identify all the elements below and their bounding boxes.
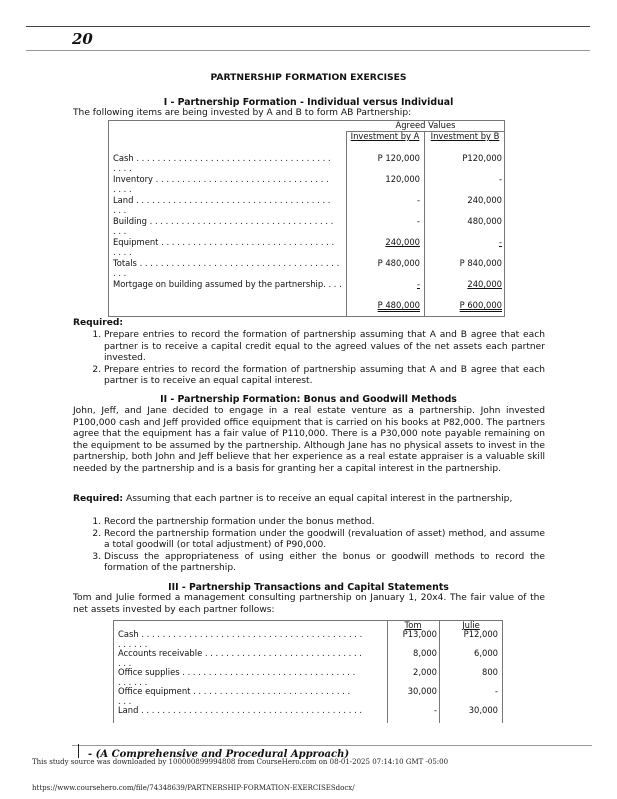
ar-julie: 6,000 [474, 648, 498, 658]
row-cash: Cash . . . . . . . . . . . . . . . . . . . . . . . . . . . . . . . . . . . . . . . . . . . . . . . . [118, 629, 363, 650]
section-1-required-list [80, 330, 545, 388]
footer-rule [72, 745, 592, 746]
equipment-tom: 30,000 [407, 686, 437, 696]
totals-b: P 840,000 [459, 258, 502, 268]
net-a: P 480,000 [377, 300, 420, 310]
equipment-b: - [498, 237, 502, 247]
row-equipment: Equipment . . . . . . . . . . . . . . . . . . . . . . . . . . . . . . . . . . . . . [113, 237, 335, 258]
row-building: Building . . . . . . . . . . . . . . . . . . . . . . . . . . . . . . . . . . . . . . [113, 216, 334, 237]
net-b: P 600,000 [459, 300, 502, 310]
land-b: 240,000 [467, 195, 502, 205]
agreed-values-header: Agreed Values [395, 120, 456, 130]
row-office-equipment: Office equipment . . . . . . . . . . . . . . . . . . . . . . . . . . . . . . . . . [118, 686, 351, 707]
cash-julie: P12,000 [463, 629, 498, 639]
inventory-b: - [498, 174, 502, 184]
row-office-supplies: Office supplies . . . . . . . . . . . . . . . . . . . . . . . . . . . . . . . . . . . . . . . [118, 667, 356, 688]
section-3-table [113, 620, 503, 723]
equipment-a: 240,000 [385, 237, 420, 247]
required-item-3: 3. Discuss the appropriateness of using either the bonus or goodwill methods to record the formation of the partnership. [104, 552, 545, 575]
row-inventory: Inventory . . . . . . . . . . . . . . . . . . . . . . . . . . . . . . . . . . . . . [113, 174, 329, 195]
mortgage-b: 240,000 [467, 279, 502, 289]
inventory-a: 120,000 [385, 174, 420, 184]
section-1-intro: The following items are being invested by A and B to form AB Partnership: [73, 108, 412, 118]
section-3-heading: III - Partnership Transactions and Capital Statements [168, 582, 449, 593]
section-2-required-list [80, 517, 545, 575]
cash-b: P120,000 [462, 153, 502, 163]
row-land: Land . . . . . . . . . . . . . . . . . . . . . . . . . . . . . . . . . . . . . . . . . . [118, 705, 363, 715]
top-rule [26, 26, 590, 27]
section-3-intro: Tom and Julie formed a management consulting partnership on January 1, 20x4. The fair value of the net assets invested by each partner follows: [73, 593, 545, 615]
col-julie: Julie [462, 620, 480, 630]
row-cash: Cash . . . . . . . . . . . . . . . . . . . . . . . . . . . . . . . . . . . . . . . . . [113, 153, 331, 174]
row-accounts-receivable: Accounts receivable . . . . . . . . . . . . . . . . . . . . . . . . . . . . . . . . . [118, 648, 362, 669]
supplies-tom: 2,000 [413, 667, 437, 677]
footer-url: https://www.coursehero.com/file/74348639/PARTNERSHIP-FORMATION-EXERCISESdocx/ [32, 784, 355, 792]
land-julie: 30,000 [468, 705, 498, 715]
required-item-1: 1. Prepare entries to record the formation of partnership assuming that A and B agree that each partner is to receive a capital credit equal to the agreed values of the net assets each partner invested. [104, 330, 545, 365]
required-item-1: 1. Record the partnership formation under the bonus method. [104, 517, 545, 529]
ar-tom: 8,000 [413, 648, 437, 658]
footer-book-title: - (A Comprehensive and Procedural Approach) [88, 749, 350, 760]
supplies-julie: 800 [482, 667, 498, 677]
mortgage-a: - [416, 279, 420, 289]
equipment-julie: - [494, 686, 498, 696]
section-1-heading: I - Partnership Formation - Individual versus Individual [163, 97, 454, 108]
required-item-2: 2. Record the partnership formation under the goodwill (revaluation of asset) method, and assume a total goodwill (or total adjustment) of P90,000. [104, 529, 545, 552]
row-mortgage: Mortgage on building assumed by the partnership. . . . [113, 279, 342, 289]
row-totals: Totals . . . . . . . . . . . . . . . . . . . . . . . . . . . . . . . . . . . . . . . . . [113, 258, 340, 279]
section-1-required-label: Required: [73, 318, 124, 328]
row-land: Land . . . . . . . . . . . . . . . . . . . . . . . . . . . . . . . . . . . . . . . . [113, 195, 331, 216]
col-investment-b: Investment by B [430, 131, 500, 141]
header-rule [26, 50, 590, 51]
section-2-body: John, Jeff, and Jane decided to engage in a real estate venture as a partnership. John invested P100,000 cash and Jeff provided office equipment that is carried on his books at P82,000. The partners agree that the equipment has a fair value of P110,000. There is a P30,000 note payable remaining on the equipment to be assumed by the partnership. Although Jane has no physical assets to invest in the partnership, both John and Jeff believe that her experience as a real estate appraiser is a valuable skill needed by the partnership and is a basis for granting her a capital interest in the partnership. [73, 406, 545, 474]
section-2-required-label: Required: [73, 494, 124, 504]
col-investment-a: Investment by A [350, 131, 420, 141]
section-2-heading: II - Partnership Formation: Bonus and Goodwill Methods [160, 394, 457, 405]
footer-bar [78, 744, 79, 758]
cash-a: P 120,000 [377, 153, 420, 163]
document-title: PARTNERSHIP FORMATION EXERCISES [210, 72, 407, 83]
required-item-2: 2. Prepare entries to record the formation of partnership assuming that A and B agree that each partner is to receive an equal capital interest. [104, 365, 545, 388]
building-b: 480,000 [467, 216, 502, 226]
land-tom: - [433, 705, 437, 715]
col-tom: Tom [404, 620, 422, 630]
section-2-required-text: Assuming that each partner is to receive an equal capital interest in the partnership, [123, 494, 513, 504]
page-number: 20 [72, 30, 93, 48]
building-a: - [416, 216, 420, 226]
totals-a: P 480,000 [377, 258, 420, 268]
cash-tom: P13,000 [402, 629, 437, 639]
land-a: - [416, 195, 420, 205]
section-2-required [73, 494, 545, 506]
footer-download-notice: This study source was downloaded by 100000899994808 from CourseHero.com on 08-01-2025 07:14:10 GMT -05:00 [32, 758, 449, 766]
